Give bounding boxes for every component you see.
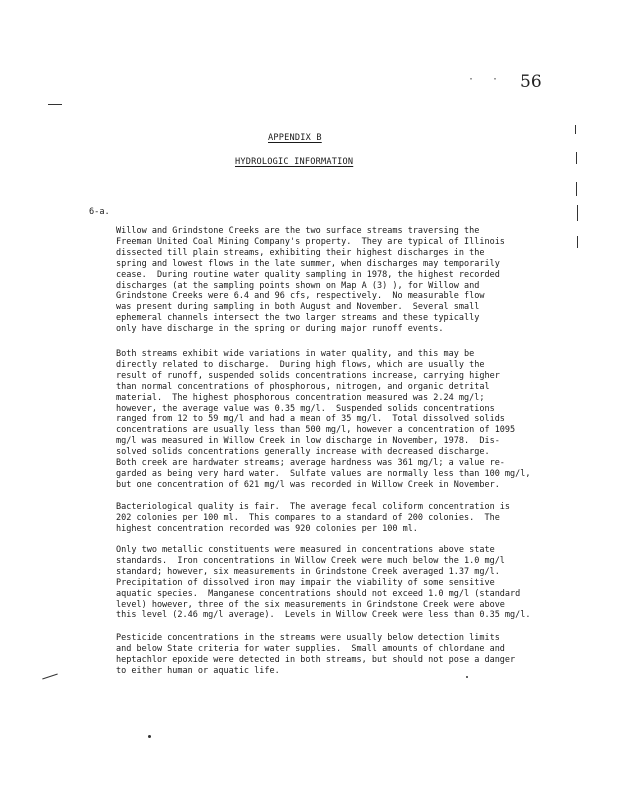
item-label: 6-a.: [89, 207, 110, 217]
scan-mark-left-bottom: [42, 674, 58, 680]
scan-mark-right-1: [575, 125, 576, 134]
section-title: HYDROLOGIC INFORMATION: [235, 157, 354, 167]
scan-mark-right-5: [577, 236, 578, 248]
paragraph-metallic-constituents: Only two metallic constituents were measured in concentrations above state standards. Iron concentrations in Willow Creek were much below the 1.0 mg/l standard; however, six measurements in Grindstone Creek averaged 1.37 mg/l. Precipitation of dissolved iron may impair the viability of some sensitive aquatic species. Manganese concentrations should not exceed 1.0 mg/l (standard level) however, three of the six measurements in Grindstone Creek were above this level (2.46 mg/l average). Levels in Willow Creek were less than 0.35 mg/l.: [116, 545, 531, 621]
paragraph-surface-streams: Willow and Grindstone Creeks are the two surface streams traversing the Freeman United Coal Mining Company's property. They are typical of Illinois dissected till plain streams, exhibiting their highest discharges in the spring and lowest flows in the late summer, when discharges may temporarily cease. During routine water quality sampling in 1978, the highest recorded discharges (at the sampling points shown on Map A (3) ), for Willow and Grindstone Creeks were 6.4 and 96 cfs, respectively. No measurable flow was present during sampling in both August and November. Several small ephemeral channels intersect the two larger streams and these typically only have discharge in the spring or during major runoff events.: [116, 226, 505, 335]
appendix-title: APPENDIX B: [268, 133, 322, 143]
paragraph-water-quality: Both streams exhibit wide variations in water quality, and this may be directly related to discharge. During high flows, which are usually the result of runoff, suspended solids concentrations increase, carrying higher than normal concentrations of phosphorous, nitrogen, and organic detrital material. The highest phosphorous concentration measured was 2.24 mg/l; however, the average value was 0.35 mg/l. Suspended solids concentrations ranged from 12 to 59 mg/l and had a mean of 35 mg/l. Total dissolved solids concentrations are usually less than 500 mg/l, however a concentration of 1095 mg/l was measured in Willow Creek in low discharge in November, 1978. Dis- solved solids concentrations generally increase with decreased discharge. Both creek are hardwater streams; average hardness was 361 mg/l; a value re- garded as being very hard water. Sulfate values are normally less than 100 mg/l, but one concentration of 621 mg/l was recorded in Willow Creek in November.: [116, 349, 531, 490]
page-number: 56: [520, 72, 542, 92]
scan-mark-right-2: [576, 152, 577, 164]
scan-mark-left-top: [48, 104, 62, 105]
scan-dot-right: [466, 676, 468, 678]
paragraph-pesticides: Pesticide concentrations in the streams were usually below detection limits and below State criteria for water supplies. Small amounts of chlordane and heptachlor epoxide were detected in both streams, but should not pose a danger to either human or aquatic life.: [116, 633, 516, 676]
scan-dot-bottom: [148, 735, 151, 738]
scan-dots: · ·: [468, 74, 505, 85]
scan-mark-right-3: [576, 182, 577, 196]
scan-mark-right-4: [577, 205, 578, 221]
paragraph-bacteriological: Bacteriological quality is fair. The average fecal coliform concentration is 202 colonies per 100 ml. This compares to a standard of 200 colonies. The highest concentration recorded was 920 colonies per 100 ml.: [116, 502, 511, 534]
